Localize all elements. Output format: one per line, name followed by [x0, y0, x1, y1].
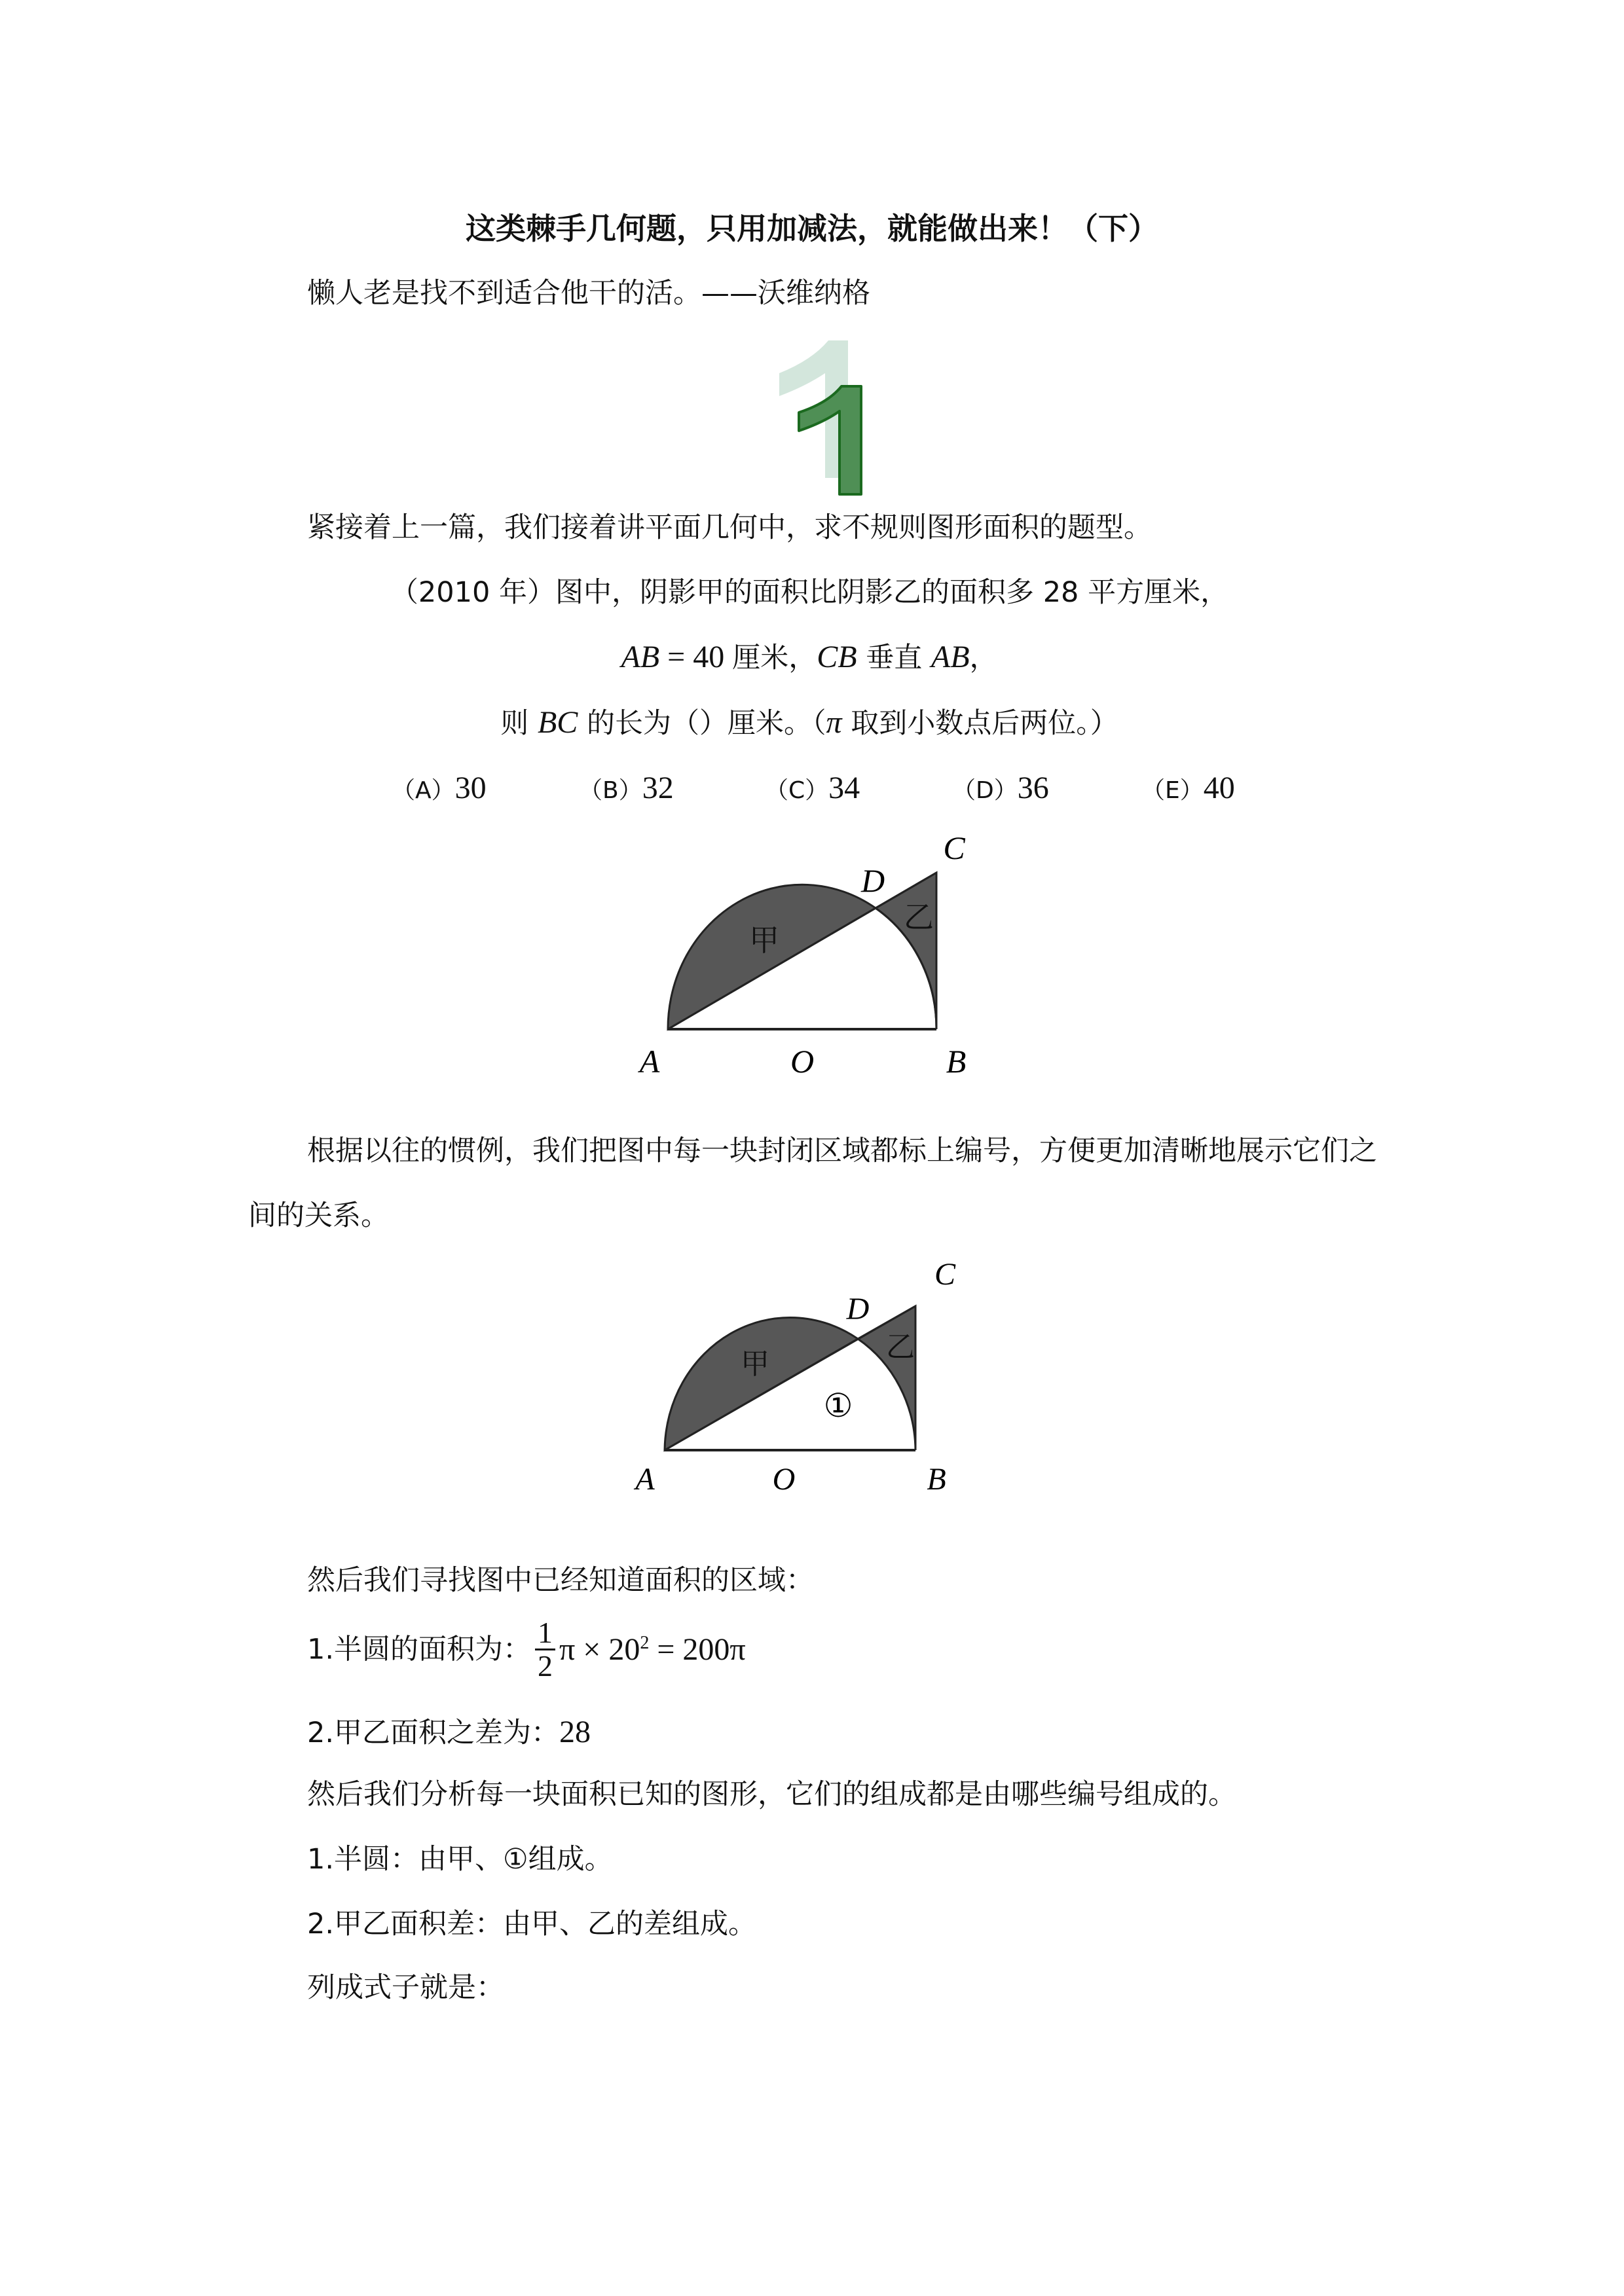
- label-jia: 甲: [741, 1348, 769, 1380]
- problem-line-1: （2010 年）图中，阴影甲的面积比阴影乙的面积多 28 平方厘米，: [390, 576, 1229, 609]
- label-a: A: [639, 1043, 660, 1080]
- analysis-intro: 然后我们分析每一块面积已知的图形，它们的组成都是由哪些编号组成的。: [307, 1778, 1236, 1811]
- label-b: B: [927, 1462, 946, 1497]
- label-c: C: [943, 829, 965, 866]
- option-e: （E）40: [1141, 771, 1235, 805]
- known-intro: 然后我们寻找图中已经知道面积的区域：: [307, 1564, 814, 1597]
- label-a: A: [635, 1462, 655, 1497]
- label-c: C: [934, 1257, 956, 1292]
- label-b: B: [946, 1043, 967, 1080]
- label-yi: 乙: [904, 901, 934, 934]
- region-yi: [858, 1306, 915, 1450]
- fraction-half: $\frac{1}{2}$: [535, 1617, 555, 1683]
- problem-line-3: 则 BC 的长为（）厘米。（π 取到小数点后两位。）: [500, 705, 1118, 740]
- analysis-item-1: 1.半圆：由甲、①组成。: [307, 1843, 613, 1876]
- label-jia: 甲: [749, 924, 779, 957]
- intro-paragraph: 紧接着上一篇，我们接着讲平面几何中，求不规则图形面积的题型。: [307, 511, 1152, 544]
- paragraph-2-line-2: 间的关系。: [248, 1199, 389, 1232]
- quote: 懒人老是找不到适合他干的活。——沃维纳格: [307, 277, 870, 310]
- known-item-2: 2.甲乙面积之差为：28: [307, 1715, 591, 1749]
- option-b: （B）32: [579, 771, 674, 805]
- label-o: O: [772, 1462, 796, 1497]
- option-a: （A）30: [392, 771, 487, 805]
- known-item-1: 1.半圆的面积为： $\frac{1}{2}$ $\pi \times 20^2 = 200\pi$: [307, 1616, 746, 1683]
- option-d: （D）36: [952, 771, 1049, 805]
- label-region-1: ①: [823, 1387, 853, 1424]
- label-d: D: [846, 1292, 870, 1326]
- region-jia: [665, 1317, 858, 1450]
- paragraph-2-line-1: 根据以往的惯例，我们把图中每一块封闭区域都标上编号，方便更加清晰地展示它们之: [307, 1135, 1377, 1167]
- label-yi: 乙: [886, 1331, 915, 1363]
- page-title: 这类棘手几何题，只用加减法，就能做出来！（下）: [466, 211, 1158, 246]
- option-c: （C）34: [765, 771, 860, 805]
- problem-line-2: AB = 40 厘米，CB 垂直 AB，: [621, 640, 998, 674]
- label-o: O: [790, 1043, 815, 1080]
- analysis-item-2: 2.甲乙面积差：由甲、乙的差组成。: [307, 1908, 757, 1941]
- label-d: D: [860, 862, 885, 899]
- formula-intro: 列成式子就是：: [307, 1971, 504, 2004]
